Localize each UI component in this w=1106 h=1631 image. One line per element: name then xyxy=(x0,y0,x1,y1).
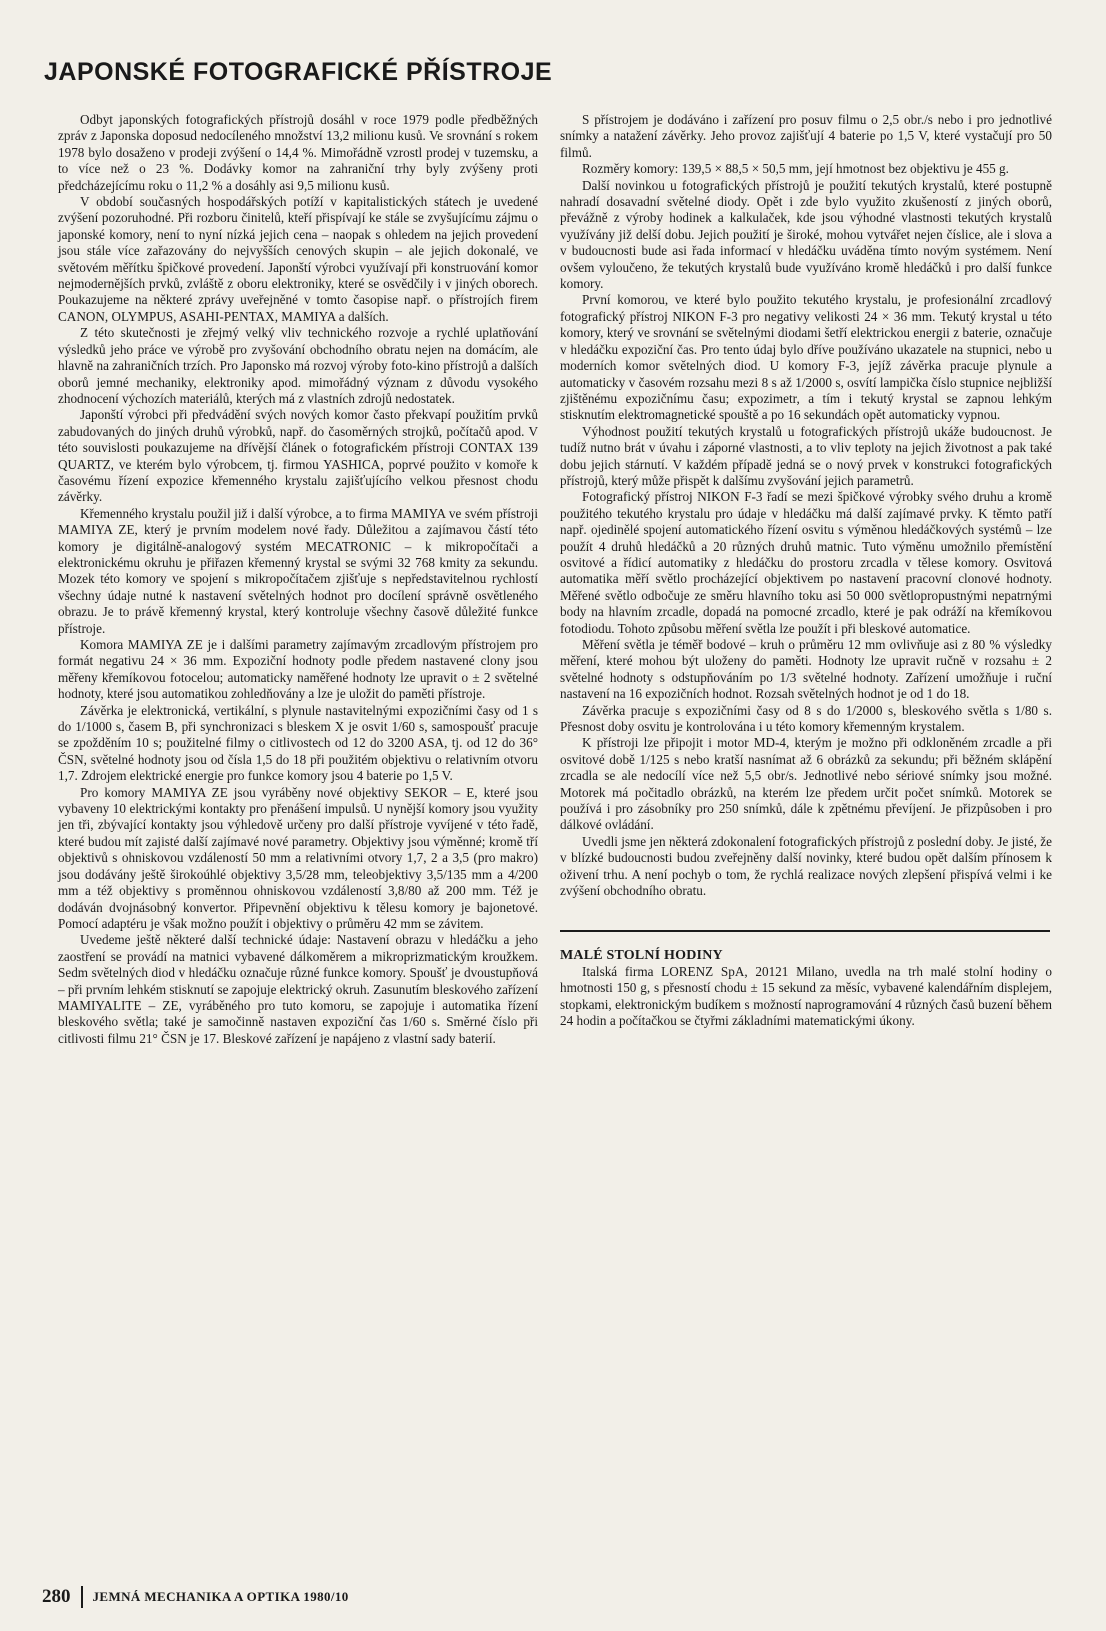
paragraph: Pro komory MAMIYA ZE jsou vyráběny nové objektivy SEKOR – E, které jsou vybaveny 10 elektrickými kontakty pro přenášení impulsů. U nynější komory jsou využity jen tři, zbývající kontakty jsou výhledově určeny pro další přístroje vyvíjené v této řadě, které budou mít zajisté další zajímavé nové parametry. Objektivy jsou výměnné; kromě tří objektivů s ohniskovou vzdáleností 50 mm a relativními otvory 1,7, 2 a 3,5 (pro makro) jsou dodávány ještě širokoúhlé objektivy 3,5/28 mm, teleobjektivy 3,5/135 mm a 4/200 mm a též objektivy s proměnnou ohniskovou vzdáleností 3,8/80 až 200 mm. Též je dodáván dvojnásobný konvertor. Připevnění objektivu k tělesu komory je bajonetové. Pomocí adaptéru je však možno použít i objektivy o průměru 42 mm se závitem. xyxy=(58,784,538,931)
article-title: JAPONSKÉ FOTOGRAFICKÉ PŘÍSTROJE xyxy=(44,58,553,86)
paragraph: Uvedeme ještě některé další technické údaje: Nastavení obrazu v hledáčku a jeho zaostření se provádí na matnici vybavené dálkoměrem a mikroprizmatickým kroužkem. Sedm světelných diod v hledáčku označuje různé funkce komory. Spoušť je dvoustupňová – při prvním lehkém stisknutí se zapojuje elektrický okruh. Zasunutím bleskového zařízení MAMIYALITE – ZE, vyráběného pro tuto komoru, se zapojuje i automatika řízení bleskového světla; také je samočinně nastaven expoziční čas 1/60 s. Směrné číslo při citlivosti filmu 21° ČSN je 17. Bleskové zařízení je napájeno z vlastní sady baterií. xyxy=(58,932,538,1046)
paragraph: Křemenného krystalu použil již i další výrobce, a to firma MAMIYA ve svém přístroji MAMIYA ZE, který je prvním modelem nové řady. Důležitou a zajímavou částí této komory je digitálně-analogový systém MECATRONIC – k mikropočítači a elektronickému okruhu je přiřazen křemenný krystal se svými 32 768 kmity za sekundu. Mozek této komory ve spojení s mikropočítačem zjišťuje s nepředstavitelnou rychlostí všechny údaje nutné k nastavení světelných hodnot pro docílení správně osvětleného obrazu. Je to právě křemenný krystal, který kontroluje všechny časově důležité funkce přístroje. xyxy=(58,505,538,636)
right-column xyxy=(560,112,1052,1030)
page-number: 280 xyxy=(42,1586,71,1607)
paragraph: Z této skutečnosti je zřejmý velký vliv technického rozvoje a rychlé uplatňování výsledků jeho práce ve výrobě pro zvyšování obchodního obratu nejen na domácím, ale hlavně na zahraničních trzích. Pro Japonsko má rozvoj výroby foto-kino přístrojů a dalších oborů jemné mechaniky, elektroniky apod. mimořádný význam z důvodu vysokého zhodnocení výchozích materiálů, kterých má z vlastních zdrojů nedostatek. xyxy=(58,325,538,406)
paragraph: Uvedli jsme jen některá zdokonalení fotografických přístrojů z poslední doby. Je jisté, že v blízké budoucnosti budou zveřejněny další novinky, které budou opět dalším přínosem k oživení trhu. A není pochyb o tom, že rychlá realizace nových zlepšení přispívá velmi i ke zvýšení obchodního obratu. xyxy=(560,833,1052,899)
paragraph: Komora MAMIYA ZE je i dalšími parametry zajímavým zrcadlovým přístrojem pro formát negativu 24 × 36 mm. Expoziční hodnoty podle předem nastavené clony jsou měřeny křemíkovou fotocelou; automaticky naměřené hodnoty lze upravit o ± 2 světelné hodnoty, které jsou automatikou zohledňovány a lze je uložit do paměti přístroje. xyxy=(58,637,538,702)
section-divider xyxy=(560,930,1050,932)
paragraph: Závěrka pracuje s expozičními časy od 8 s do 1/2000 s, bleskového světla s 1/80 s. Přesnost doby osvitu je kontrolována i u této komory křemenným krystalem. xyxy=(560,702,1052,735)
paragraph: S přístrojem je dodáváno i zařízení pro posuv filmu o 2,5 obr./s nebo i pro jednotlivé snímky a natažení závěrky. Jeho provoz zajišťují 4 baterie po 1,5 V, které vystačují pro 50 filmů. xyxy=(560,112,1052,160)
paragraph: Japonští výrobci při předvádění svých nových komor často překvapí použitím prvků zabudovaných do jiných druhů výrobků, např. do časoměrných strojků, počítačů apod. V této souvislosti poukazujeme na dřívější článek o fotografickém přístroji CONTAX 139 QUARTZ, ve kterém bylo výrobcem, tj. firmou YASHICA, poprvé použito v komoře k časovému řízení expozice křemenného krystalu zajišťujícího velkou přesnost chodu závěrky. xyxy=(58,407,538,505)
paragraph: Další novinkou u fotografických přístrojů je použití tekutých krystalů, které postupně nahradí dosavadní světelné diody. Opět i zde bylo využito zkušeností z jiných oborů, převážně z výroby hodinek a kalkulaček, kde jsou výhodné vlastnosti tekutých krystalů využívány již delší dobu. Jejich použití je široké, mohou vytvářet nejen číslice, ale i slova a v budoucnosti bude asi řada informací v hledáčku uváděna tímto novým systémem. Není ovšem vyloučeno, že tekutých krystalů bude využíváno kromě hledáčků i pro další funkce komory. xyxy=(560,177,1052,292)
paragraph: Fotografický přístroj NIKON F-3 řadí se mezi špičkové výrobky svého druhu a kromě použitého tekutého krystalu pro údaje v hledáčku má další zajímavé prvky. K těmto patří např. ojedinělé spojení automatického řízení osvitu s výměnou hledáčkových systémů – lze použít 4 druhů hledáčků a 20 různých druhů matnic. Tuto výměnu umožnilo přemístění osvitové a řídicí automatiky z hledáčku do prostoru zrcadla v tělese komory. Osvitová automatika měří světlo procházející objektivem po nastavení pracovní clonové hodnoty. Měřené světlo odbočuje ze směru hlavního toku asi 50 000 světlopropustnými nepatrnými body na hlavním zrcadle, dopadá na pomocné zrcadlo, které je pak odráží na křemíkovou fotodiodu. Tohoto způsobu měření světla lze použít i při bleskové automatice. xyxy=(560,489,1052,636)
paragraph: V období současných hospodářských potíží v kapitalistických státech je uvedené zvýšení pozoruhodné. Při rozboru činitelů, kteří přispívají ke stále se zvyšujícímu zájmu o japonské komory, není to nyní nízká jejich cena – naopak s ohledem na jejich provedení jsou stále více zařazovány do nejvyšších cenových skupin – ale jejich dokonalé, ve světovém měřítku špičkové provedení. Japonští výrobci využívají při konstruování komor nejmodernějších prvků, zvláště z oboru elektroniky, které se osvědčily i v jiných oborech. Poukazujeme na některé zprávy uveřejněné v tomto časopise např. o přístrojích firem CANON, OLYMPUS, ASAHI-PENTAX, MAMIYA a dalších. xyxy=(58,194,538,324)
paragraph: Odbyt japonských fotografických přístrojů dosáhl v roce 1979 podle předběžných zpráv z Japonska doposud nedocíleného množství 13,2 milionu kusů. Ve srovnání s rokem 1978 bylo dosaženo v prodeji zvýšení o 14,4 %. Mimořádně vzrostl prodej v tuzemsku, a to více než o 23 %. Dodávky komor na zahraniční trhy byly zvýšeny proti předcházejícímu roku o 11,2 % a dosáhly asi 9,5 milionu kusů. xyxy=(58,112,538,193)
paragraph: K přístroji lze připojit i motor MD-4, kterým je možno při odkloněném zrcadle a při osvitové době 1/125 s nebo kratší nasnímat až 6 obrázků za sekundu; při běžném sklápění zrcadla se ale nedocílí více než 5,5 obr/s. Jednotlivé nebo sériové snímky jsou možné. Motorek má počitadlo obrázků, na kterém lze předem určit počet snímků. Motorek se používá i pro zásobníky pro 250 snímků, dále k zpětnému převíjení. Je přizpůsoben i pro dálkové ovládání. xyxy=(560,735,1052,833)
paragraph: Rozměry komory: 139,5 × 88,5 × 50,5 mm, její hmotnost bez objektivu je 455 g. xyxy=(582,161,1009,177)
paragraph: První komorou, ve které bylo použito tekutého krystalu, je profesionální zrcadlový fotografický přístroj NIKON F-3 pro negativy velikosti 24 × 36 mm. Tekutý krystal u této komory, který ve srovnání se světelnými diodami šetří elektrickou energii z baterie, označuje v hledáčku expoziční čas. Pro tento údaj bylo dříve používáno ukazatele na stupnici, nebo u moderních komor světelných diod. U komory F-3, jejíž závěrka pracuje plynule a automaticky v časovém rozsahu mezi 8 s až 1/2000 s, osvítí lampička číslo stupnice nejbližší zjištěnému expozičnímu času; expozimetr, a tím i tekutý krystal se zapnou lehkým stisknutím elektromagnetické spouště a po 16 sekundách opět automaticky vypnou. xyxy=(560,292,1052,423)
paragraph: Výhodnost použití tekutých krystalů u fotografických přístrojů ukáže budoucnost. Je tudíž nutno brát v úvahu i záporné vlastnosti, a to vliv teploty na jejich životnost a pak také dobu jejich stárnutí. V každém případě jedná se o nový prvek v konstrukci fotografických přístrojů, který může přispět k dalšímu zvyšování jejich parametrů. xyxy=(560,423,1052,488)
left-column xyxy=(58,112,538,1047)
box-title: MALÉ STOLNÍ HODINY xyxy=(560,947,723,963)
paragraph: Závěrka je elektronická, vertikální, s plynule nastavitelnými expozičními časy od 1 s do 1/1000 s, časem B, při synchronizaci s bleskem X je osvit 1/60 s, samospoušť pracuje se zpožděním 10 s; použitelné filmy o citlivostech od 12 do 3200 ASA, tj. od 12 do 36° ČSN, světelné hodnoty jsou od čísla 1,5 do 18 při použitém objektivu o relativním otvoru 1,7. Zdrojem elektrické energie pro funkce komory jsou 4 baterie po 1,5 V. xyxy=(58,702,538,784)
page-footer xyxy=(42,1586,349,1608)
paragraph: Měření světla je téměř bodové – kruh o průměru 12 mm ovlivňuje asi z 80 % výsledky měření, které mohou být uloženy do paměti. Hodnoty lze upravit ručně v rozsahu ± 2 světelné hodnoty s odstupňováním po 1/3 světelné hodnoty. Zařízení umožňuje i ruční nastavení na 16 expozičních hodnot. Rozsah světelných hodnot je od 1 do 18. xyxy=(560,637,1052,702)
box-paragraph: Italská firma LORENZ SpA, 20121 Milano, uvedla na trh malé stolní hodiny o hmotnosti 150 g, s přesností chodu ± 15 sekund za měsíc, vybavené kalendářním displejem, stopkami, elektronickým budíkem s možností naprogramování 4 různých časů buzení během 24 hodin a počítačkou se čtyřmi základními matematickými úkony. xyxy=(560,963,1052,1029)
footer-divider xyxy=(81,1586,83,1608)
journal-name: JEMNÁ MECHANIKA A OPTIKA 1980/10 xyxy=(92,1589,349,1604)
